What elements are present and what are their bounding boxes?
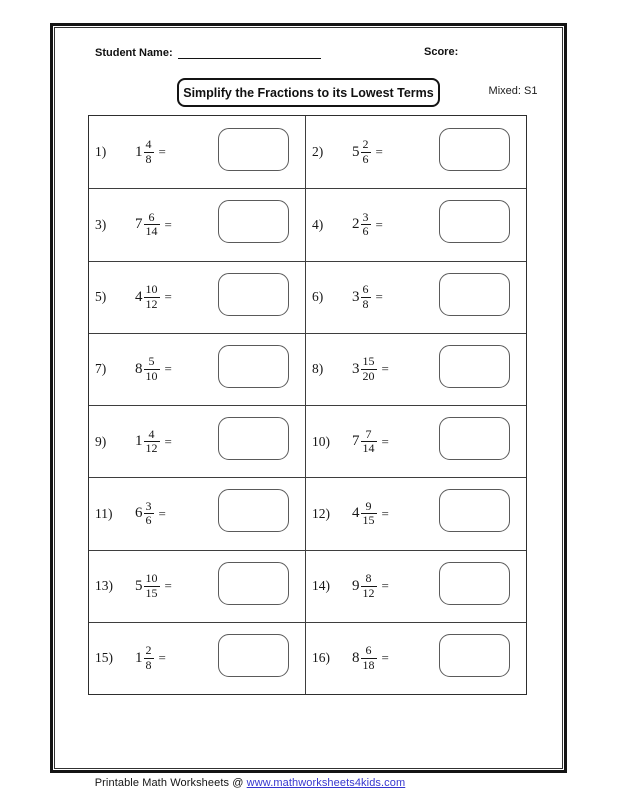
problem-cell — [89, 622, 305, 694]
equals-sign: = — [375, 289, 383, 305]
fraction-numerator: 2 — [145, 643, 152, 658]
whole-number: 6 — [135, 505, 143, 522]
problem-number: 9) — [95, 433, 107, 449]
problem-cell — [305, 333, 526, 405]
fraction-denominator: 15 — [362, 513, 375, 528]
mixed-number — [352, 644, 389, 672]
problem-number: 2) — [312, 144, 324, 160]
fraction-denominator: 12 — [362, 585, 375, 600]
answer-box[interactable] — [218, 489, 289, 532]
problem-cell — [305, 550, 526, 622]
fraction — [144, 500, 154, 528]
fraction — [361, 355, 377, 383]
student-name-row — [95, 46, 321, 59]
problem-cell — [89, 550, 305, 622]
mixed-number — [352, 500, 389, 528]
fraction-numerator: 7 — [365, 426, 372, 441]
footer-link[interactable]: www.mathworksheets4kids.com — [246, 777, 406, 789]
mixed-number — [135, 428, 172, 456]
fraction-denominator: 18 — [362, 657, 375, 672]
footer-text: Printable Math Worksheets @ — [94, 777, 247, 789]
equals-sign: = — [158, 650, 166, 666]
equals-sign: = — [381, 361, 389, 377]
student-name-label: Student Name: — [95, 47, 173, 59]
problem-number: 5) — [95, 289, 107, 305]
answer-box[interactable] — [439, 489, 510, 532]
sheet-id-label: Mixed: S1 — [488, 85, 538, 97]
mixed-number — [135, 211, 172, 239]
problem-number: 13) — [95, 578, 113, 594]
equals-sign: = — [375, 216, 383, 232]
fraction — [361, 211, 371, 239]
whole-number: 5 — [135, 577, 143, 594]
equals-sign: = — [158, 505, 166, 521]
problem-cell — [305, 477, 526, 549]
answer-box[interactable] — [218, 345, 289, 388]
fraction-denominator: 12 — [145, 441, 158, 456]
answer-box[interactable] — [218, 200, 289, 243]
fraction-numerator: 4 — [148, 426, 155, 441]
fraction — [144, 138, 154, 166]
problem-cell — [89, 477, 305, 549]
fraction — [144, 644, 154, 672]
whole-number: 1 — [135, 649, 143, 666]
problem-number: 6) — [312, 289, 324, 305]
problem-cell — [89, 116, 305, 188]
problem-number: 12) — [312, 505, 330, 521]
whole-number: 3 — [352, 288, 360, 305]
whole-number: 7 — [135, 216, 143, 233]
problem-number: 1) — [95, 144, 107, 160]
fraction-numerator: 3 — [362, 209, 369, 224]
fraction-numerator: 5 — [148, 354, 155, 369]
fraction — [361, 138, 371, 166]
equals-sign: = — [164, 289, 172, 305]
fraction-numerator: 6 — [365, 643, 372, 658]
answer-box[interactable] — [439, 345, 510, 388]
fraction-numerator: 9 — [365, 498, 372, 513]
fraction-denominator: 12 — [145, 296, 158, 311]
fraction-denominator: 10 — [145, 368, 158, 383]
fraction-numerator: 6 — [362, 282, 369, 297]
problem-number: 16) — [312, 650, 330, 666]
problem-cell — [89, 188, 305, 260]
fraction — [361, 572, 377, 600]
mixed-number — [135, 572, 172, 600]
whole-number: 2 — [352, 216, 360, 233]
worksheet-title-box — [177, 78, 440, 107]
problem-number: 4) — [312, 216, 324, 232]
equals-sign: = — [375, 144, 383, 160]
answer-box[interactable] — [218, 273, 289, 316]
whole-number: 9 — [352, 577, 360, 594]
fraction-numerator: 4 — [145, 137, 152, 152]
whole-number: 4 — [135, 288, 143, 305]
answer-box[interactable] — [439, 273, 510, 316]
score-label: Score: — [424, 46, 459, 58]
whole-number: 1 — [135, 433, 143, 450]
fraction-denominator: 6 — [362, 151, 369, 166]
whole-number: 7 — [352, 433, 360, 450]
problem-cell — [305, 188, 526, 260]
fraction — [144, 283, 160, 311]
fraction-numerator: 8 — [365, 571, 372, 586]
problem-cell — [89, 333, 305, 405]
equals-sign: = — [381, 433, 389, 449]
problem-number: 11) — [95, 505, 113, 521]
problem-cell — [305, 622, 526, 694]
equals-sign: = — [164, 433, 172, 449]
whole-number: 5 — [352, 143, 360, 160]
equals-sign: = — [164, 361, 172, 377]
worksheet-title: Simplify the Fractions to its Lowest Terms — [183, 85, 434, 100]
equals-sign: = — [381, 650, 389, 666]
mixed-number — [352, 428, 389, 456]
fraction — [144, 211, 160, 239]
fraction-numerator: 3 — [145, 498, 152, 513]
mixed-number — [352, 211, 383, 239]
problem-cell — [305, 261, 526, 333]
problem-cell — [305, 405, 526, 477]
fraction — [144, 355, 160, 383]
whole-number: 3 — [352, 360, 360, 377]
answer-box[interactable] — [218, 417, 289, 460]
equals-sign: = — [164, 578, 172, 594]
fraction — [361, 500, 377, 528]
fraction-denominator: 14 — [145, 224, 158, 239]
mixed-number — [135, 138, 166, 166]
equals-sign: = — [158, 144, 166, 160]
fraction — [144, 428, 160, 456]
fraction-denominator: 6 — [362, 224, 369, 239]
problem-number: 8) — [312, 361, 324, 377]
problem-number: 14) — [312, 578, 330, 594]
problem-number: 3) — [95, 216, 107, 232]
fraction — [361, 644, 377, 672]
answer-box[interactable] — [218, 562, 289, 605]
problem-cell — [89, 405, 305, 477]
problems-grid — [88, 115, 527, 695]
mixed-number — [352, 138, 383, 166]
whole-number: 8 — [352, 649, 360, 666]
answer-box[interactable] — [439, 417, 510, 460]
answer-box[interactable] — [439, 562, 510, 605]
mixed-number — [352, 283, 383, 311]
whole-number: 1 — [135, 143, 143, 160]
student-name-blank-line[interactable] — [178, 46, 321, 59]
answer-box[interactable] — [218, 634, 289, 677]
equals-sign: = — [164, 216, 172, 232]
fraction-denominator: 8 — [362, 296, 369, 311]
mixed-number — [135, 644, 166, 672]
footer — [0, 777, 618, 789]
fraction-denominator: 6 — [145, 513, 152, 528]
equals-sign: = — [381, 505, 389, 521]
problem-number: 7) — [95, 361, 107, 377]
fraction-denominator: 15 — [145, 585, 158, 600]
fraction-denominator: 20 — [362, 368, 375, 383]
answer-box[interactable] — [439, 634, 510, 677]
fraction-denominator: 8 — [145, 151, 152, 166]
problem-number: 15) — [95, 650, 113, 666]
problem-cell — [89, 261, 305, 333]
mixed-number — [135, 283, 172, 311]
problem-cell — [305, 116, 526, 188]
mixed-number — [135, 355, 172, 383]
whole-number: 8 — [135, 360, 143, 377]
answer-box[interactable] — [218, 128, 289, 171]
fraction-numerator: 2 — [362, 137, 369, 152]
mixed-number — [135, 500, 166, 528]
fraction-numerator: 6 — [148, 209, 155, 224]
equals-sign: = — [381, 578, 389, 594]
fraction-numerator: 15 — [362, 354, 375, 369]
fraction-numerator: 10 — [145, 571, 158, 586]
fraction-denominator: 8 — [145, 657, 152, 672]
fraction — [144, 572, 160, 600]
whole-number: 4 — [352, 505, 360, 522]
fraction — [361, 428, 377, 456]
mixed-number — [352, 355, 389, 383]
problem-number: 10) — [312, 433, 330, 449]
fraction — [361, 283, 371, 311]
answer-box[interactable] — [439, 200, 510, 243]
answer-box[interactable] — [439, 128, 510, 171]
mixed-number — [352, 572, 389, 600]
fraction-denominator: 14 — [362, 441, 375, 456]
fraction-numerator: 10 — [145, 282, 158, 297]
